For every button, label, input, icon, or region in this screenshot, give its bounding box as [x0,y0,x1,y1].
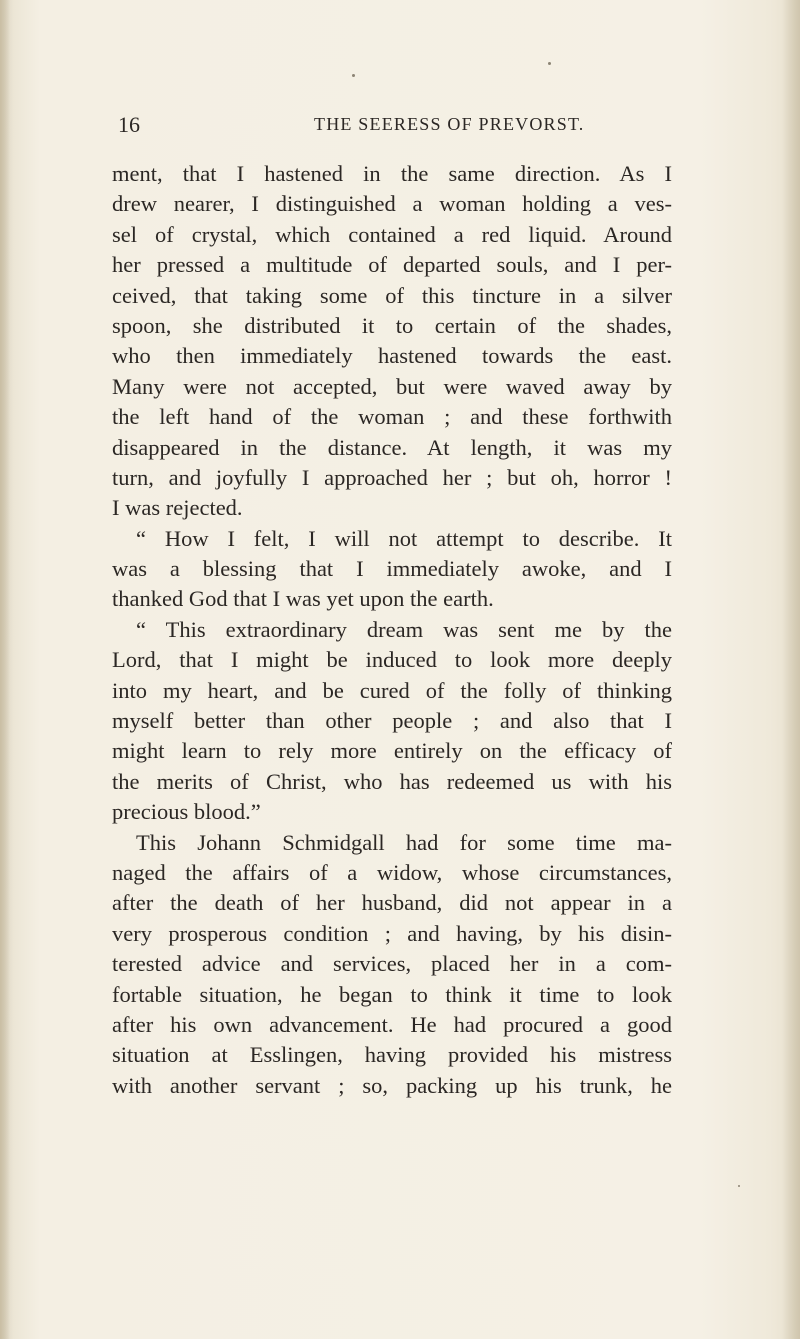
text-line: the merits of Christ, who has redeemed us with his [112,768,672,794]
text-line: This Johann Schmidgall had for some time ma- [136,829,672,855]
page-header [118,112,678,142]
page-edge-shadow [782,0,800,1339]
text-line: naged the affairs of a widow, whose circumstances, [112,859,672,885]
text-line: might learn to rely more entirely on the efficacy of [112,738,672,764]
text-line: the left hand of the woman ; and these forthwith [112,404,672,430]
text-line: after the death of her husband, did not appear in a [112,890,672,916]
text-line: drew nearer, I distinguished a woman holding a ves- [112,191,672,217]
text-line: after his own advancement. He had procured a good [112,1011,672,1037]
text-line: ment, that I hastened in the same direction. As I [112,161,672,186]
text-line: situation at Esslingen, having provided his mistress [112,1042,672,1068]
text-line: Lord, that I might be induced to look more deeply [112,647,672,673]
text-line: thanked God that I was yet upon the earth. [112,586,494,612]
text-line: was a blessing that I immediately awoke, and I [112,556,672,582]
text-line: “ How I felt, I will not attempt to describe. It [136,525,672,551]
text-line: sel of crystal, which contained a red liquid. Around [112,221,672,247]
text-line: Many were not accepted, but were waved away by [112,373,672,399]
page-gutter-shadow [0,0,10,1339]
text-line: terested advice and services, placed her in a com- [112,951,672,977]
text-line: her pressed a multitude of departed souls, and I per- [112,252,672,278]
text-line: precious blood.” [112,799,261,825]
page-number: 16 [118,112,140,137]
paper-speck [352,74,355,77]
text-line: fortable situation, he began to think it time to look [112,981,672,1007]
body-text [112,159,672,1101]
text-line: with another servant ; so, packing up his trunk, he [112,1072,672,1098]
text-line: “ This extraordinary dream was sent me by the [136,616,672,642]
paper-speck [548,62,551,65]
text-line: into my heart, and be cured of the folly of thinking [112,677,672,703]
text-line: I was rejected. [112,495,243,521]
text-line: disappeared in the distance. At length, it was my [112,434,672,460]
paper-speck [738,1185,740,1187]
text-line: spoon, she distributed it to certain of the shades, [112,312,672,338]
text-line: very prosperous condition ; and having, by his disin- [112,920,672,946]
text-line: who then immediately hastened towards the east. [112,343,672,369]
text-line: ceived, that taking some of this tincture in a silver [112,282,672,308]
running-head: THE SEERESS OF PREVORST. [314,114,585,134]
text-line: myself better than other people ; and also that I [112,708,672,734]
text-line: turn, and joyfully I approached her ; but oh, horror ! [112,464,672,490]
